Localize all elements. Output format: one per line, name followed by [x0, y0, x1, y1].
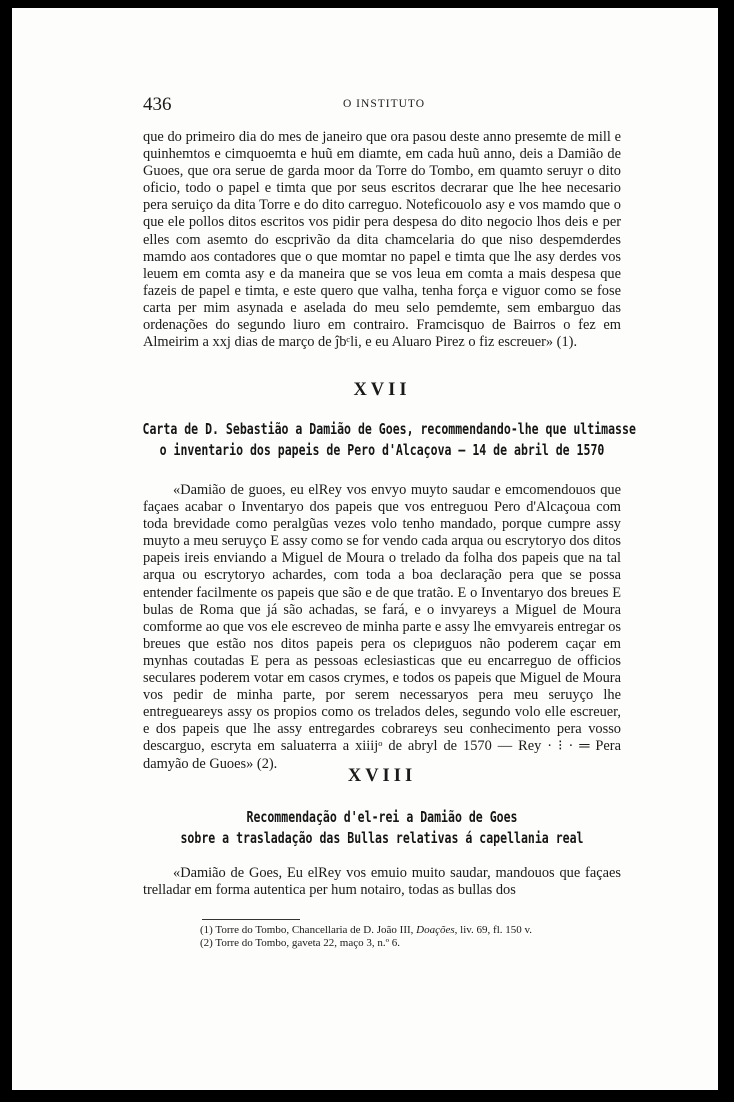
footnote-1-suffix: , liv. 69, fl. 150 v.: [454, 924, 533, 936]
section-title-xvii: [142, 420, 636, 461]
body-paragraph-3: «Damião de Goes, Eu elRey vos emuio muito saudar, mandouos que façaes trelladar em forma autentica per hum notairo, todas as bullas dos: [143, 865, 621, 899]
footnotes: [200, 924, 620, 949]
section-number-xvii: XVII: [353, 380, 411, 400]
section-title-xviii: [143, 808, 622, 849]
footnote-2: (2) Torre do Tombo, gaveta 22, maço 3, n.º 6.: [200, 936, 401, 949]
running-title: O INSTITUTO: [343, 98, 426, 110]
section-title-xvii-line-1: Carta de D. Sebastião a Damião de Goes, recommendando-lhe que ultimasse: [142, 421, 636, 438]
footnote-1-text: (1) Torre do Tombo, Chancellaria de D. João III,: [200, 924, 414, 936]
footnote-divider: [202, 919, 300, 920]
document-page: [12, 8, 718, 1090]
footnote-1: [200, 924, 620, 937]
page-header: [143, 94, 623, 118]
footnote-1-italic: Doações: [416, 924, 455, 936]
body-paragraph-2: «Damião de guoes, eu elRey vos envyo muyto saudar e emcomendouos que façaes acabar o Inventaryo dos papeis que vos entreguou Pero d'Alcaçoua com toda brevidade como peralgũas vezes volo tenho mandado, porque cumpre assy muyto a meu seruyço E assy como se for vendo cada arqua ou escrytoryo dos ditos papeis ireis enviando a Miguel de Moura o trelado da folha dos papeis que na tal arqua ou escrytoryo achardes, com toda a boa declaração pera que se possa entender facilmente os papeis que são e de que tratão. E o Inventaryo dos breues E bulas de Roma que já são achadas, se fará, e o invyareys a Miguel de Moura comforme ao que vos ele escreveo de minha parte e assy lhe emvyareis entregar os breues que estão nos ditos papeis pera os clериguos não poderem caçar em mynhas coutadas E pera as pessoas eclesiasticas que eu encarreguo de officios seculares poderem votar em casos crymes, e todos os papeis que Miguel de Moura vos pedir de minha parte, por serem necessaryos pera meu seruyço lhe entregueareys assy os propios como os trelados deles, segundo volo elle escreuer, e dos papeis que lhe assy entregardes cobrareys seu conhecimento pera vosso descarguo, escryta em saluaterra a xiiijᵒ de abryl de 1570 — Rey · ⁝ · ═ Pera damyão de Guoes» (2).: [143, 482, 621, 772]
section-title-xvii-line-2: o inventario dos papeis de Pero d'Alcaçova — 14 de abril de 1570: [159, 441, 605, 459]
body-paragraph-1: que do primeiro dia do mes de janeiro que ora pasou deste anno presemte de mill e quinhemtos e cimquoemta e huũ em diamte, em cada huũ anno, deis a Damião de Guoes, que ora serue de garda moor da Torre do Tombo, em quamto seruyr o dito oficio, todo o papel e timta que por seus escritos decrarar que lhe hee necesario pera seruiço da dita Torre e do dito carreguo. Noteficouolo asy e vos mamdo que o que ele pollos ditos escritos vos pidir pera despesa do dito negocio lhos deis e per elles com asemto do escprivão da dita chamcelaria do que niso despemderdes mamdo aos contadores que o que momtar no papel e timta que lhe asy derdes vos leuem em comta asy e da maneira que se vos leua em comta a mais despesa que fazeis de papel e timta, e este quero que valha, tenha força e viguor como se fose carta per mim asynada e aselada do meu selo pemdemte, sem embarguo das ordenações do segundo liuro em contrairo. Framcisquo de Bairros o fez em Almeirim a xxj dias de março de ĵbᶜli, e eu Aluaro Pirez o fiz escreuer» (1).: [143, 129, 621, 351]
section-title-xviii-line-2: sobre a trasladação das Bullas relativas á capellania real: [180, 829, 584, 847]
page-number: 436: [143, 94, 172, 115]
section-number-xviii: XVIII: [347, 766, 417, 786]
section-title-xviii-line-1: Recommendação d'el-rei a Damião de Goes: [246, 809, 518, 826]
